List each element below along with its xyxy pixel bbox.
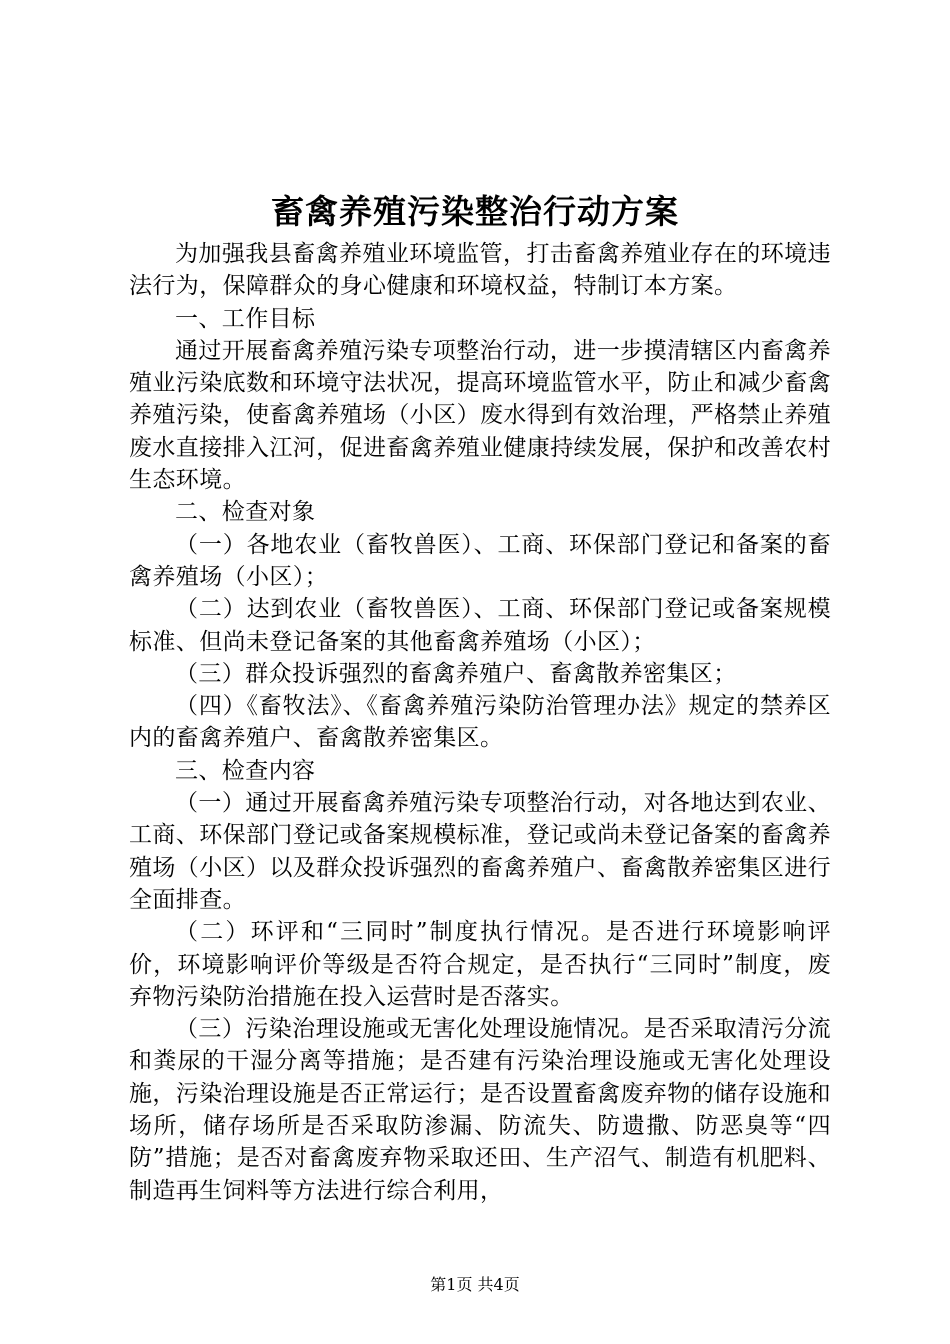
section-heading-contents: 三、检查内容	[175, 757, 316, 784]
document-title: 畜禽养殖污染整治行动方案	[271, 192, 679, 231]
intro-paragraph: 为加强我县畜禽养殖业环境监管，打击畜禽养殖业存在的环境违法行为，保障群众的身心健康和环境权益，特制订本方案。	[129, 241, 831, 300]
target-item-3: （三）群众投诉强烈的畜禽养殖户、畜禽散养密集区；	[175, 660, 737, 687]
target-item-2: （二）达到农业（畜牧兽医）、工商、环保部门登记或备案规模标准、但尚未登记备案的其他畜禽养殖场（小区）；	[129, 596, 831, 655]
content-item-1: （一）通过开展畜禽养殖污染专项整治行动，对各地达到农业、工商、环保部门登记或备案规模标准，登记或尚未登记备案的畜禽养殖场（小区）以及群众投诉强烈的畜禽养殖户、畜禽散养密集区进行全面排查。	[129, 790, 831, 913]
target-item-4: （四）《畜牧法》、《畜禽养殖污染防治管理办法》规定的禁养区内的畜禽养殖户、畜禽散养密集区。	[129, 693, 831, 752]
document-body	[129, 238, 831, 1207]
page-number: 第1页 共4页	[430, 1275, 520, 1294]
target-item-1: （一）各地农业（畜牧兽医）、工商、环保部门登记和备案的畜禽养殖场（小区）；	[129, 531, 831, 590]
content-item-2: （二）环评和“三同时”制度执行情况。是否进行环境影响评价，环境影响评价等级是否符合规定，是否执行“三同时”制度，废弃物污染防治措施在投入运营时是否落实。	[129, 919, 831, 1010]
section-heading-targets: 二、检查对象	[175, 499, 316, 526]
section-heading-goals: 一、工作目标	[175, 305, 316, 332]
content-item-3: （三）污染治理设施或无害化处理设施情况。是否采取清污分流和粪尿的干湿分离等措施；是否建有污染治理设施或无害化处理设施，污染治理设施是否正常运行；是否设置畜禽废弃物的储存设施和场所，储存场所是否采取防渗漏、防流失、防遗撒、防恶臭等“四防”措施；是否对畜禽废弃物采取还田、生产沼气、制造有机肥料、制造再生饲料等方法进行综合利用，	[129, 1016, 831, 1204]
goals-paragraph: 通过开展畜禽养殖污染专项整治行动，进一步摸清辖区内畜禽养殖业污染底数和环境守法状况，提高环境监管水平，防止和减少畜禽养殖污染，使畜禽养殖场（小区）废水得到有效治理，严格禁止养殖废水直接排入江河，促进畜禽养殖业健康持续发展，保护和改善农村生态环境。	[129, 337, 831, 494]
